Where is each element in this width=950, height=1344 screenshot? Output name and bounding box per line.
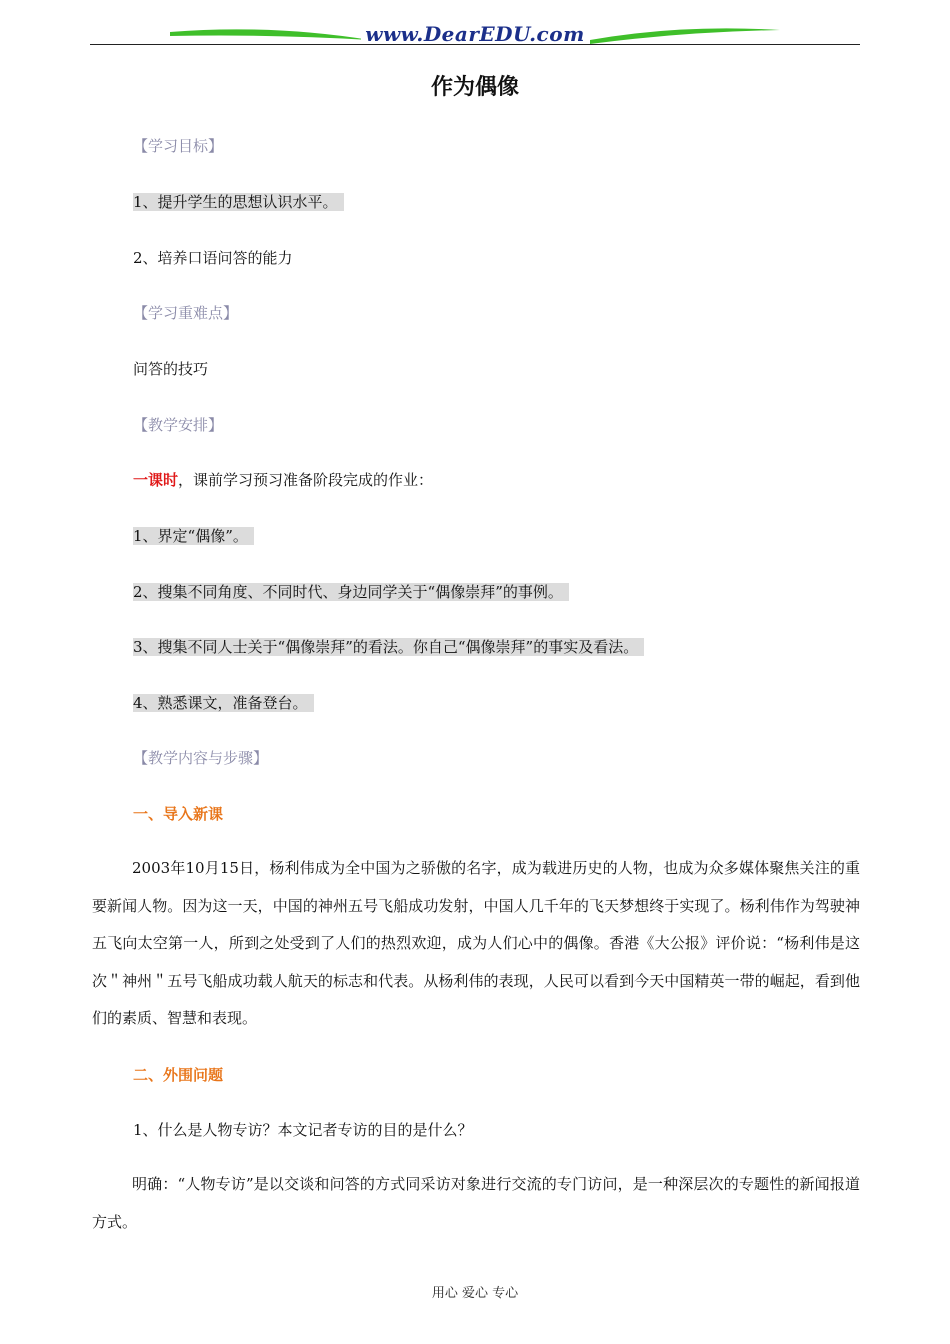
part-2-heading: 二、外围问题 <box>133 1066 224 1084</box>
page-footer: 用心 爱心 专心 <box>431 1286 519 1301</box>
key-points-heading: 【学习重难点】 <box>133 304 239 322</box>
arrangement-heading: 【教学安排】 <box>133 416 224 434</box>
task-item-4: 4、熟悉课文，准备登台。 <box>133 693 314 713</box>
question-1: 1、什么是人物专访？本文记者专访的目的是什么？ <box>133 1121 473 1139</box>
content-heading: 【教学内容与步骤】 <box>133 749 269 767</box>
site-logo-text: www.DearEDU.com <box>90 22 860 46</box>
task-item-1: 1、界定“偶像”。 <box>133 526 254 546</box>
part-1-paragraph: 2003年10月15日，杨利伟成为全中国为之骄傲的名字，成为载进历史的人物，也成为众多媒体聚焦关注的重要新闻人物。因为这一天，中国的神州五号飞船成功发射，中国人几千年的飞天梦想终于实现了。杨利伟作为驾驶神五飞向太空第一人，所到之处受到了人们的热烈欢迎，成为人们心中的偶像。香港《大公报》评价说：“杨利伟是这次＂神州＂五号飞船成功载人航天的标志和代表。从杨利伟的表现，人民可以看到今天中国精英一带的崛起，看到他们的素质、智慧和表现。 <box>92 859 860 1027</box>
header-divider <box>90 44 860 45</box>
task-item-2: 2、搜集不同角度、不同时代、身边同学关于“偶像崇拜”的事例。 <box>133 582 569 602</box>
task-item-3: 3、搜集不同人士关于“偶像崇拜”的看法。你自己“偶像崇拜”的事实及看法。 <box>133 637 644 657</box>
key-points-text: 问答的技巧 <box>133 360 209 378</box>
part-1-heading: 一、导入新课 <box>133 805 224 823</box>
answer-1: 明确：“人物专访”是以交谈和问答的方式同采访对象进行交流的专门访问，是一种深层次的专题性的新闻报道方式。 <box>92 1175 860 1231</box>
page-title: 作为偶像 <box>430 75 519 100</box>
goal-item-1: 1、提升学生的思想认识水平。 <box>133 192 344 212</box>
page-header <box>90 18 860 48</box>
arrangement-lead: 一课时，课前学习预习准备阶段完成的作业： <box>133 471 434 489</box>
goals-heading: 【学习目标】 <box>133 137 224 155</box>
goal-item-2: 2、培养口语问答的能力 <box>133 249 293 267</box>
